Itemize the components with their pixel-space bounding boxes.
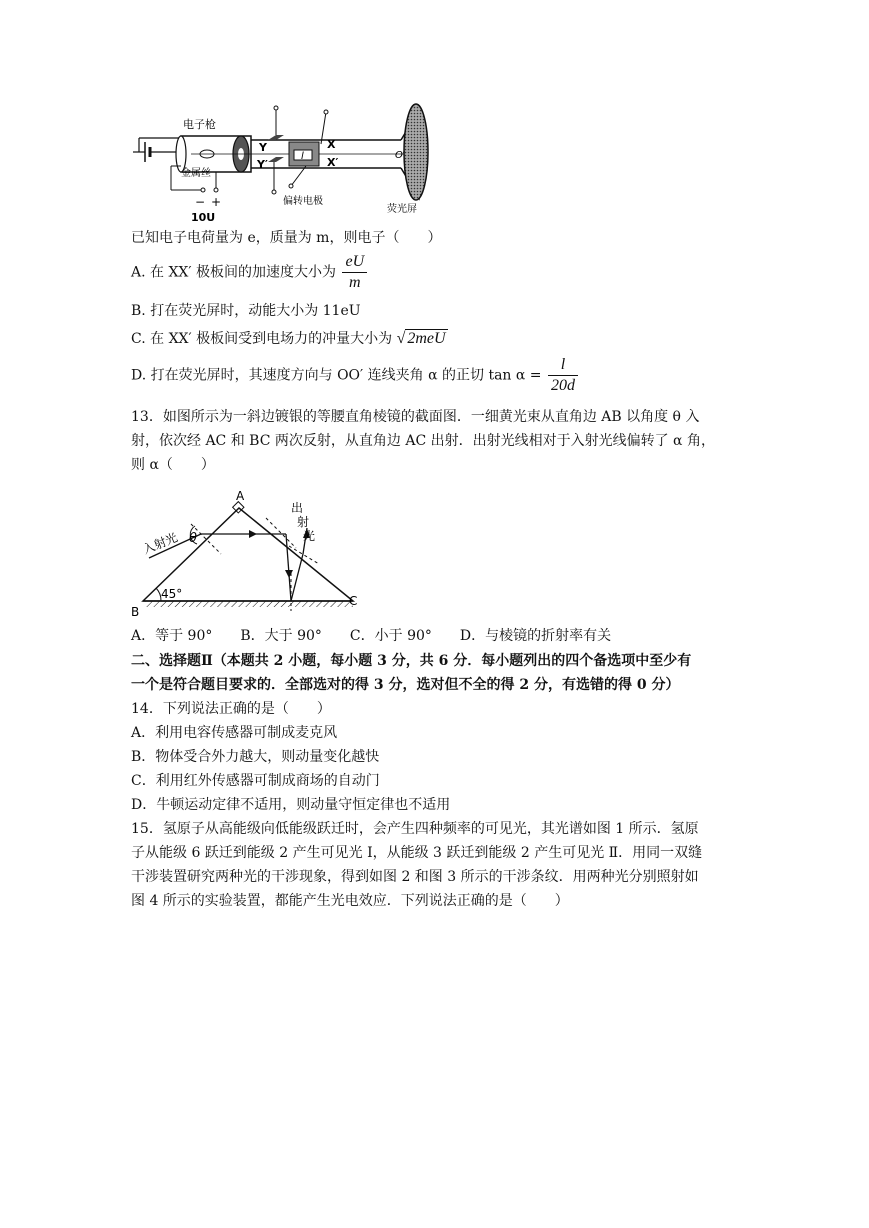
q12-option-b: B. 打在荧光屏时，动能大小为 11eU	[131, 303, 361, 319]
fraction-denominator: 20d	[551, 377, 575, 394]
label-C: C	[349, 594, 358, 608]
q13-options: A．等于 90° B．大于 90° C．小于 90° D．与棱镜的折射率有关	[131, 628, 612, 644]
q15-line-4: 图 4 所示的实验装置，都能产生光电效应．下列说法正确的是（ ）	[131, 893, 569, 909]
label-Xp: X′	[327, 156, 339, 169]
prism-figure	[131, 488, 371, 618]
label-filament: 金属丝	[181, 168, 211, 179]
fraction	[548, 355, 578, 396]
q14-option-a: A．利用电容传感器可制成麦克风	[131, 725, 338, 741]
label-X: X	[327, 138, 336, 151]
q12-option-d	[131, 355, 580, 395]
q14-option-b: B．物体受合外力越大，则动量变化越快	[131, 749, 380, 765]
label-exit-1: 出	[291, 501, 304, 515]
q14-stem: 14．下列说法正确的是（ ）	[131, 701, 331, 717]
label-minus: −	[195, 195, 206, 209]
q12-option-d-text: D. 打在荧光屏时，其速度方向与 OO′ 连线夹角 α 的正切 tan α =	[131, 367, 542, 384]
label-screen: 荧光屏	[387, 204, 417, 215]
section2-line-1: 二、选择题Ⅱ（本题共 2 小题，每小题 3 分，共 6 分．每小题列出的四个备选项中至少有	[131, 653, 692, 669]
label-A: A	[236, 489, 245, 503]
label-deflect: 偏转电极	[283, 196, 323, 207]
label-Yp: Y′	[257, 158, 268, 171]
label-exit-3: 光	[303, 529, 316, 543]
label-45deg: 45°	[161, 587, 183, 601]
fraction-numerator: l	[548, 355, 578, 376]
label-exit-2: 射	[297, 515, 310, 529]
q12-option-c-text: C. 在 XX′ 极板间受到电场力的冲量大小为	[131, 331, 393, 347]
q14-option-c: C．利用红外传感器可制成商场的自动门	[131, 773, 380, 789]
q15-line-3: 干涉装置研究两种光的干涉现象，得到如图 2 和图 3 所示的干涉条纹．用两种光分别照射如	[131, 869, 699, 885]
fraction	[342, 252, 367, 293]
label-Y: Y	[259, 141, 267, 154]
section2-line-2: 一个是符合题目要求的．全部选对的得 3 分，选对但不全的得 2 分，有选错的得 0 分）	[131, 677, 680, 693]
q14-option-d: D．牛顿运动定律不适用，则动量守恒定律也不适用	[131, 797, 451, 813]
q13-line-2: 射，依次经 AC 和 BC 两次反射，从直角边 AC 出射．出射光线相对于入射光线偏转了 α 角，	[131, 433, 715, 449]
label-l: l	[301, 151, 304, 162]
sqrt-radicand: 2meU	[407, 330, 446, 347]
label-plus: +	[211, 195, 222, 209]
q15-line-1: 15．氢原子从高能级向低能级跃迁时，会产生四种频率的可见光，其光谱如图 1 所示．氢原	[131, 821, 699, 837]
label-volt: 10U	[191, 211, 216, 224]
crt-figure	[131, 100, 431, 225]
q15-line-2: 子从能级 6 跃迁到能级 2 产生可见光 Ⅰ，从能级 3 跃迁到能级 2 产生可见光 Ⅱ．用同一双缝	[131, 845, 703, 861]
q12-option-a-text: A. 在 XX′ 极板间的加速度大小为	[131, 264, 337, 281]
label-B: B	[131, 605, 140, 618]
q13-line-3: 则 α（ ）	[131, 457, 215, 473]
label-gun: 电子枪	[183, 118, 216, 131]
label-O: O′	[395, 150, 406, 161]
q12-option-c	[131, 330, 448, 348]
label-theta: θ	[189, 531, 197, 546]
label-incident: 入射光	[140, 530, 180, 557]
q13-line-1: 13．如图所示为一斜边镀银的等腰直角棱镜的截面图．一细黄光束从直角边 AB 以角度 θ 入	[131, 409, 700, 425]
q12-option-a	[131, 252, 369, 292]
q12-stem: 已知电子电荷量为 e，质量为 m，则电子（ ）	[131, 230, 442, 246]
fraction-denominator: m	[349, 274, 361, 291]
sqrt-expression: √ 2meU	[396, 330, 446, 347]
fraction-numerator: eU	[342, 252, 367, 273]
